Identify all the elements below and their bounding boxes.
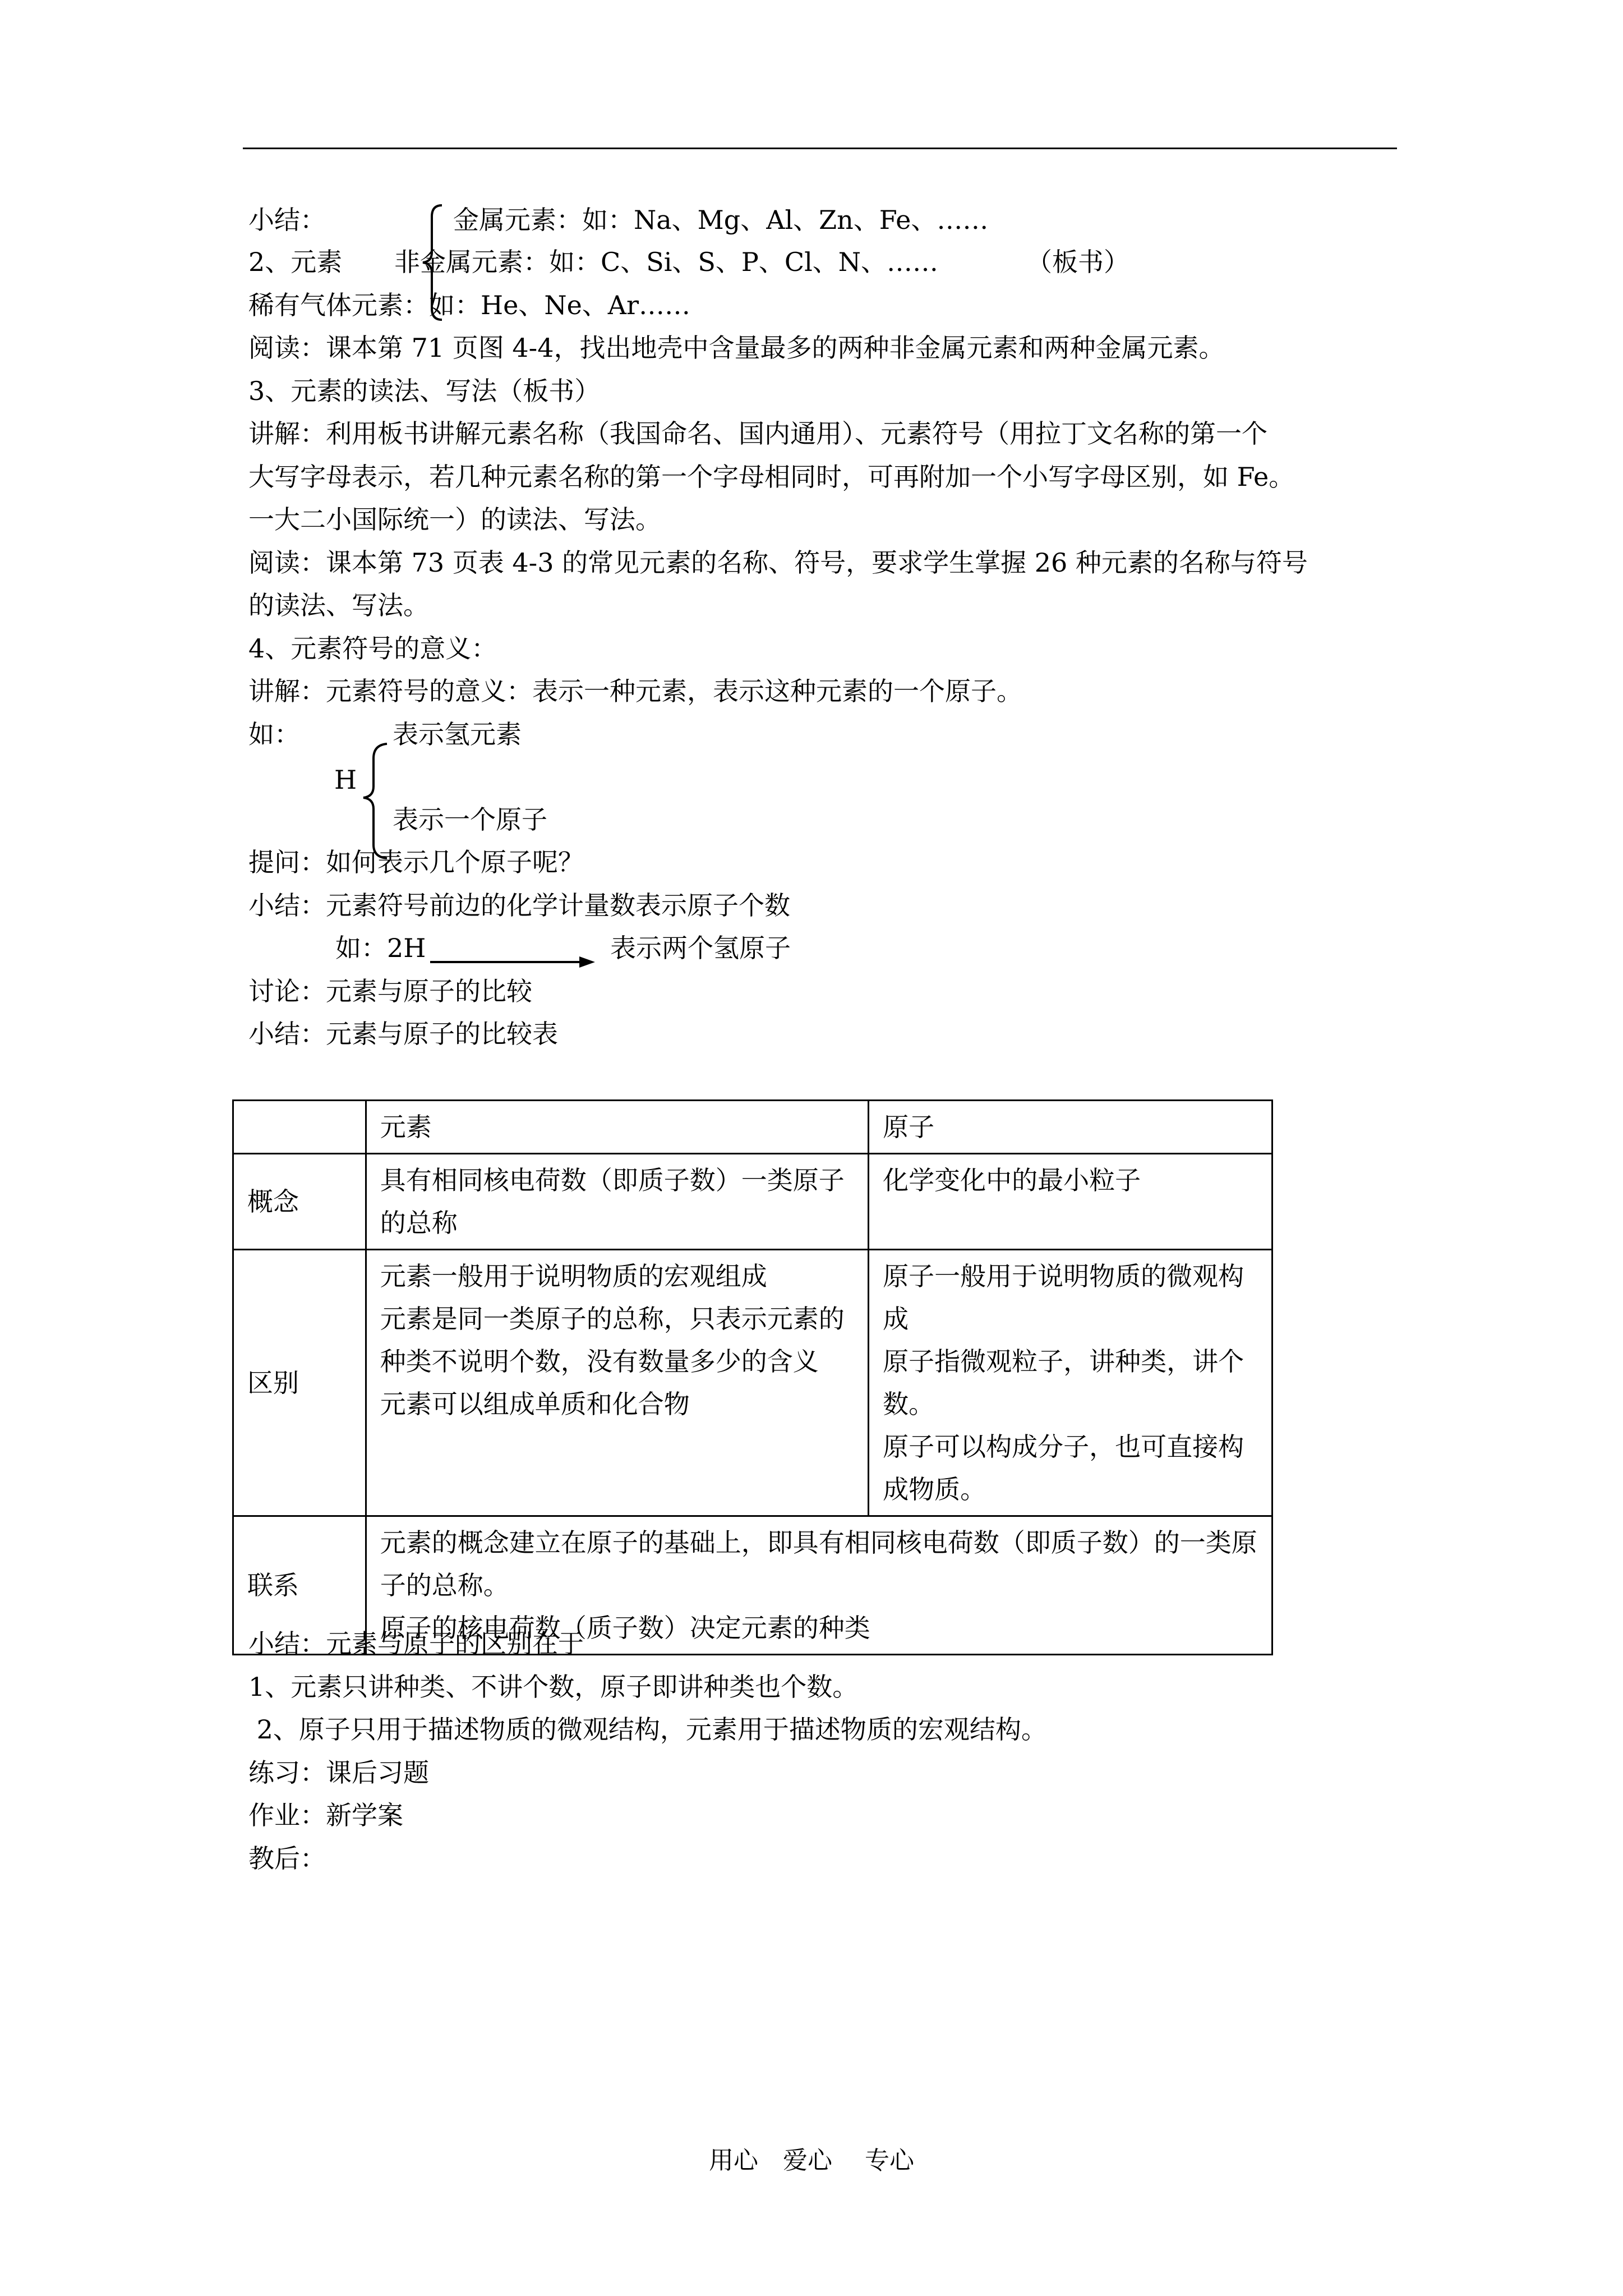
example-2h-meaning: 表示两个氢原子 [610, 933, 791, 963]
element-category-label: 2、元素 [248, 247, 343, 277]
noble-gas-elements: 稀有气体元素：如：He、Ne、Ar…… [248, 290, 691, 320]
section-3-heading: 3、元素的读法、写法（板书） [248, 376, 601, 406]
reading-2-line-2: 的读法、写法。 [248, 590, 429, 620]
difference-point-2: 2、原子只用于描述物质的微观结构，元素用于描述物质的宏观结构。 [248, 1714, 1047, 1745]
difference-element-3: 元素可以组成单质和化合物 [380, 1389, 690, 1419]
header-rule [243, 148, 1397, 149]
h-symbol: H [334, 765, 357, 795]
after-teaching: 教后： [248, 1843, 326, 1874]
header-atom: 原子 [869, 1101, 1272, 1154]
difference-atom-3: 原子可以构成分子，也可直接构成物质。 [883, 1432, 1244, 1504]
example-2h: 如：2H [335, 933, 426, 963]
metal-elements: 金属元素：如：Na、Mg、Al、Zn、Fe、…… [453, 205, 989, 235]
summary-label: 小结： [248, 205, 326, 235]
h-brace [359, 739, 393, 863]
table-row [233, 1154, 1272, 1250]
example-label: 如： [248, 719, 300, 749]
homework: 作业：新学案 [248, 1800, 403, 1830]
relation-line-1: 元素的概念建立在原子的基础上，即具有相同核电荷数（即质子数）的一类原子的总称。 [380, 1527, 1257, 1600]
summary-2: 小结：元素符号前边的化学计量数表示原子个数 [248, 890, 790, 921]
concept-label: 概念 [233, 1154, 366, 1250]
question: 提问：如何表示几个原子呢？ [248, 847, 584, 877]
page-footer: 用心 爱心 专心 [709, 2146, 914, 2175]
h-meaning-atom: 表示一个原子 [393, 804, 547, 835]
header-element: 元素 [366, 1101, 868, 1154]
summary-4: 小结：元素与原子的区别在于 [248, 1628, 584, 1659]
summary-3: 小结：元素与原子的比较表 [248, 1019, 558, 1049]
difference-element-1: 元素一般用于说明物质的宏观组成 [380, 1261, 767, 1291]
difference-atom [869, 1250, 1272, 1516]
reading-1: 阅读：课本第 71 页图 4-4，找出地壳中含量最多的两种非金属元素和两种金属元素。 [248, 333, 1225, 363]
relation-line-2: 原子的核电荷数（质子数）决定元素的种类 [380, 1613, 870, 1643]
classification-brace [419, 201, 453, 324]
concept-atom: 化学变化中的最小粒子 [869, 1154, 1272, 1250]
table-header-row [233, 1101, 1272, 1154]
difference-atom-2: 原子指微观粒子，讲种类，讲个数。 [883, 1346, 1244, 1419]
difference-element [366, 1250, 868, 1516]
relation-label: 联系 [233, 1516, 366, 1655]
nonmetal-elements: 非金属元素：如：C、Si、S、P、Cl、N、…… [394, 247, 939, 277]
practice: 练习：课后习题 [248, 1757, 429, 1788]
section-4-heading: 4、元素符号的意义： [248, 633, 497, 664]
reading-2-line-1: 阅读：课本第 73 页表 4-3 的常见元素的名称、符号，要求学生掌握 26 种元素的名称与符号 [248, 547, 1308, 578]
board-note: （板书） [1026, 247, 1129, 277]
explanation-1-line-2: 大写字母表示，若几种元素名称的第一个字母相同时，可再附加一个小写字母区别，如 Fe。 [248, 462, 1295, 492]
concept-element: 具有相同核电荷数（即质子数）一类原子的总称 [366, 1154, 868, 1250]
h-meaning-element: 表示氢元素 [393, 719, 522, 749]
explanation-2: 讲解：元素符号的意义：表示一种元素，表示这种元素的一个原子。 [248, 676, 1022, 706]
difference-point-1: 1、元素只讲种类、不讲个数，原子即讲种类也个数。 [248, 1672, 859, 1702]
arrow-icon [429, 954, 597, 970]
difference-label: 区别 [233, 1250, 366, 1516]
discussion: 讨论：元素与原子的比较 [248, 976, 532, 1006]
explanation-1-line-3: 一大二小国际统一）的读法、写法。 [248, 504, 661, 535]
comparison-table [232, 1099, 1273, 1655]
explanation-1-line-1: 讲解：利用板书讲解元素名称（我国命名、国内通用）、元素符号（用拉丁文名称的第一个 [248, 418, 1267, 449]
table-corner-cell [233, 1101, 366, 1154]
table-row [233, 1250, 1272, 1516]
difference-element-2: 元素是同一类原子的总称，只表示元素的种类不说明个数，没有数量多少的含义 [380, 1304, 845, 1377]
difference-atom-1: 原子一般用于说明物质的微观构成 [883, 1261, 1244, 1334]
